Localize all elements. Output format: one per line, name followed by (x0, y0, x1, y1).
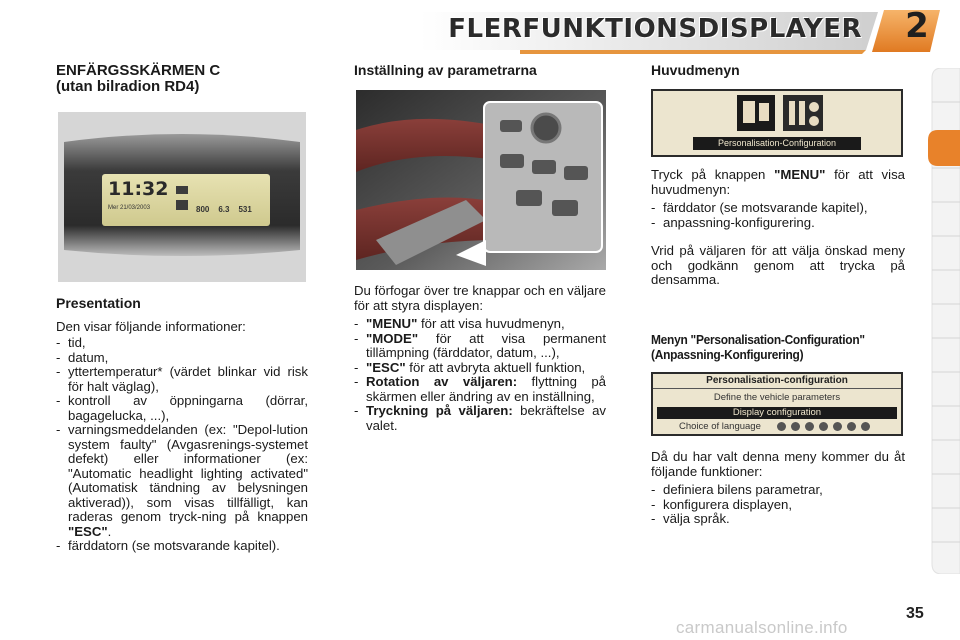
main-menu-section (651, 168, 905, 288)
flag-icon (777, 422, 786, 431)
chapter-number: 2 (905, 6, 929, 46)
presentation-list (56, 336, 308, 554)
config-title: Personalisation-configuration (706, 375, 848, 386)
list-item-text: flyttning på skärmen eller ändring av en inställning, (366, 374, 606, 404)
list-item (354, 404, 606, 433)
list-item-text: för att visa permanent tillämpning (färddator, datum, ...), (366, 330, 606, 360)
header-banner (0, 0, 960, 58)
watermark: carmanualsonline.info (676, 618, 848, 637)
controls-photo (356, 90, 606, 270)
language-flags (777, 422, 870, 431)
section-title: FLERFUNKTIONSDISPLAYER (448, 14, 862, 44)
personalisation-list (651, 483, 905, 527)
controls-illustration (356, 90, 606, 270)
list-item-text: bekräftelse av valet. (366, 403, 606, 433)
main-menu-instructions: Vrid på väljaren för att välja önskad meny och godkänn genom att trycka på densamma. (651, 243, 905, 287)
flag-icon (833, 422, 842, 431)
settings-section (354, 284, 606, 433)
list-item (354, 375, 606, 404)
column-left (56, 63, 312, 95)
list-item: - färddatorn (se motsvarande kapitel). (56, 539, 308, 554)
list-item: - tid, (56, 336, 308, 351)
personalisation-heading-block (651, 332, 921, 362)
list-item (354, 361, 606, 376)
mode-key: "MODE" (366, 330, 419, 346)
list-item: - definiera bilens parametrar, (651, 483, 905, 498)
rotation-key: Rotation av väljaren: (366, 374, 518, 389)
flag-icon (861, 422, 870, 431)
config-row-selected: Display configuration (657, 407, 897, 419)
flag-icon (791, 422, 800, 431)
list-item-suffix: . (107, 523, 112, 539)
menu-key: "MENU" (366, 316, 418, 331)
list-item-text: varningsmeddelanden (ex: "Depol-lution system faulty" (Avgasrenings-systemet defekt) eller informationer (ex: "Automatic headlight lighting activated" (Automatisk tändning av belysningen aktiverad)), som visas tillfälligt, kan raderas genom tryck-ning på knappen (68, 422, 308, 524)
heading-display-c: ENFÄRGSSKÄRMEN C (56, 62, 221, 79)
list-item-text: för att visa huvudmenyn, (417, 316, 565, 331)
dashboard-display-photo (58, 112, 306, 282)
main-menu-text (651, 168, 905, 197)
lcd-value: 6.3 (218, 205, 230, 214)
main-menu-list (651, 201, 905, 230)
personalisation-heading: Menyn "Personalisation-Configuration" (651, 332, 865, 347)
list-item: - kontroll av öppningarna (dörrar, bagagelucka, ...), (56, 394, 308, 423)
heading-main-menu: Huvudmenyn (651, 62, 740, 78)
list-item: - datum, (56, 351, 308, 366)
lcd-time: 11:32 (108, 178, 169, 200)
personalisation-text: Då du har valt denna meny kommer du åt följande funktioner: (651, 449, 905, 479)
config-row: Choice of language (679, 421, 761, 432)
settings-intro: Du förfogar över tre knappar och en väljare för att styra displayen: (354, 283, 606, 313)
list-item (56, 423, 308, 539)
list-item: - anpassning-konfigurering. (651, 216, 905, 231)
menu-key-label: "MENU" (774, 167, 826, 182)
text-fragment: Tryck på knappen (651, 167, 775, 182)
presentation-section (56, 296, 308, 554)
config-row: Define the vehicle parameters (713, 392, 841, 403)
lcd-date: Mer 21/03/2003 (108, 205, 151, 211)
personalisation-heading-sub: (Anpassning-Konfigurering) (651, 347, 804, 362)
personalisation-section (651, 450, 905, 527)
text-fragment: för att visa huvudmenyn: (651, 167, 905, 197)
page-number: 35 (906, 605, 924, 622)
list-item-text: för att avbryta aktuell funktion, (405, 359, 586, 375)
lcd-values (196, 205, 252, 214)
list-item (354, 317, 606, 332)
list-item: - yttertemperatur* (värdet blinkar vid risk för halt väglag), (56, 365, 308, 394)
heading-display-c-sub: (utan bilradion RD4) (56, 78, 200, 95)
list-item: - välja språk. (651, 512, 905, 527)
esc-key-label: "ESC" (68, 523, 108, 539)
list-item: - konfigurera displayen, (651, 498, 905, 513)
settings-list (354, 317, 606, 433)
column-middle (354, 63, 606, 78)
side-tab-strip (928, 68, 960, 574)
list-item (354, 332, 606, 361)
list-item: - färddator (se motsvarande kapitel), (651, 201, 905, 216)
dashboard-bezel (58, 112, 306, 282)
esc-key: "ESC" (366, 359, 406, 375)
press-key: Tryckning på väljaren: (366, 403, 513, 418)
side-tabs (928, 68, 960, 574)
config-menu-screen (651, 372, 903, 436)
lcd-value: 800 (196, 205, 210, 214)
column-right (651, 63, 905, 78)
flag-icon (819, 422, 828, 431)
menu-selected-item: Personalisation-Configuration (693, 137, 861, 150)
flag-icon (805, 422, 814, 431)
active-tab (928, 130, 960, 166)
config-title-rule (653, 376, 901, 389)
flag-icon (847, 422, 856, 431)
lcd-value: 531 (238, 205, 252, 214)
heading-settings: Inställning av parametrarna (354, 62, 537, 78)
main-menu-screen (651, 89, 903, 157)
presentation-intro: Den visar följande informationer: (56, 318, 246, 334)
presentation-title: Presentation (56, 295, 141, 311)
